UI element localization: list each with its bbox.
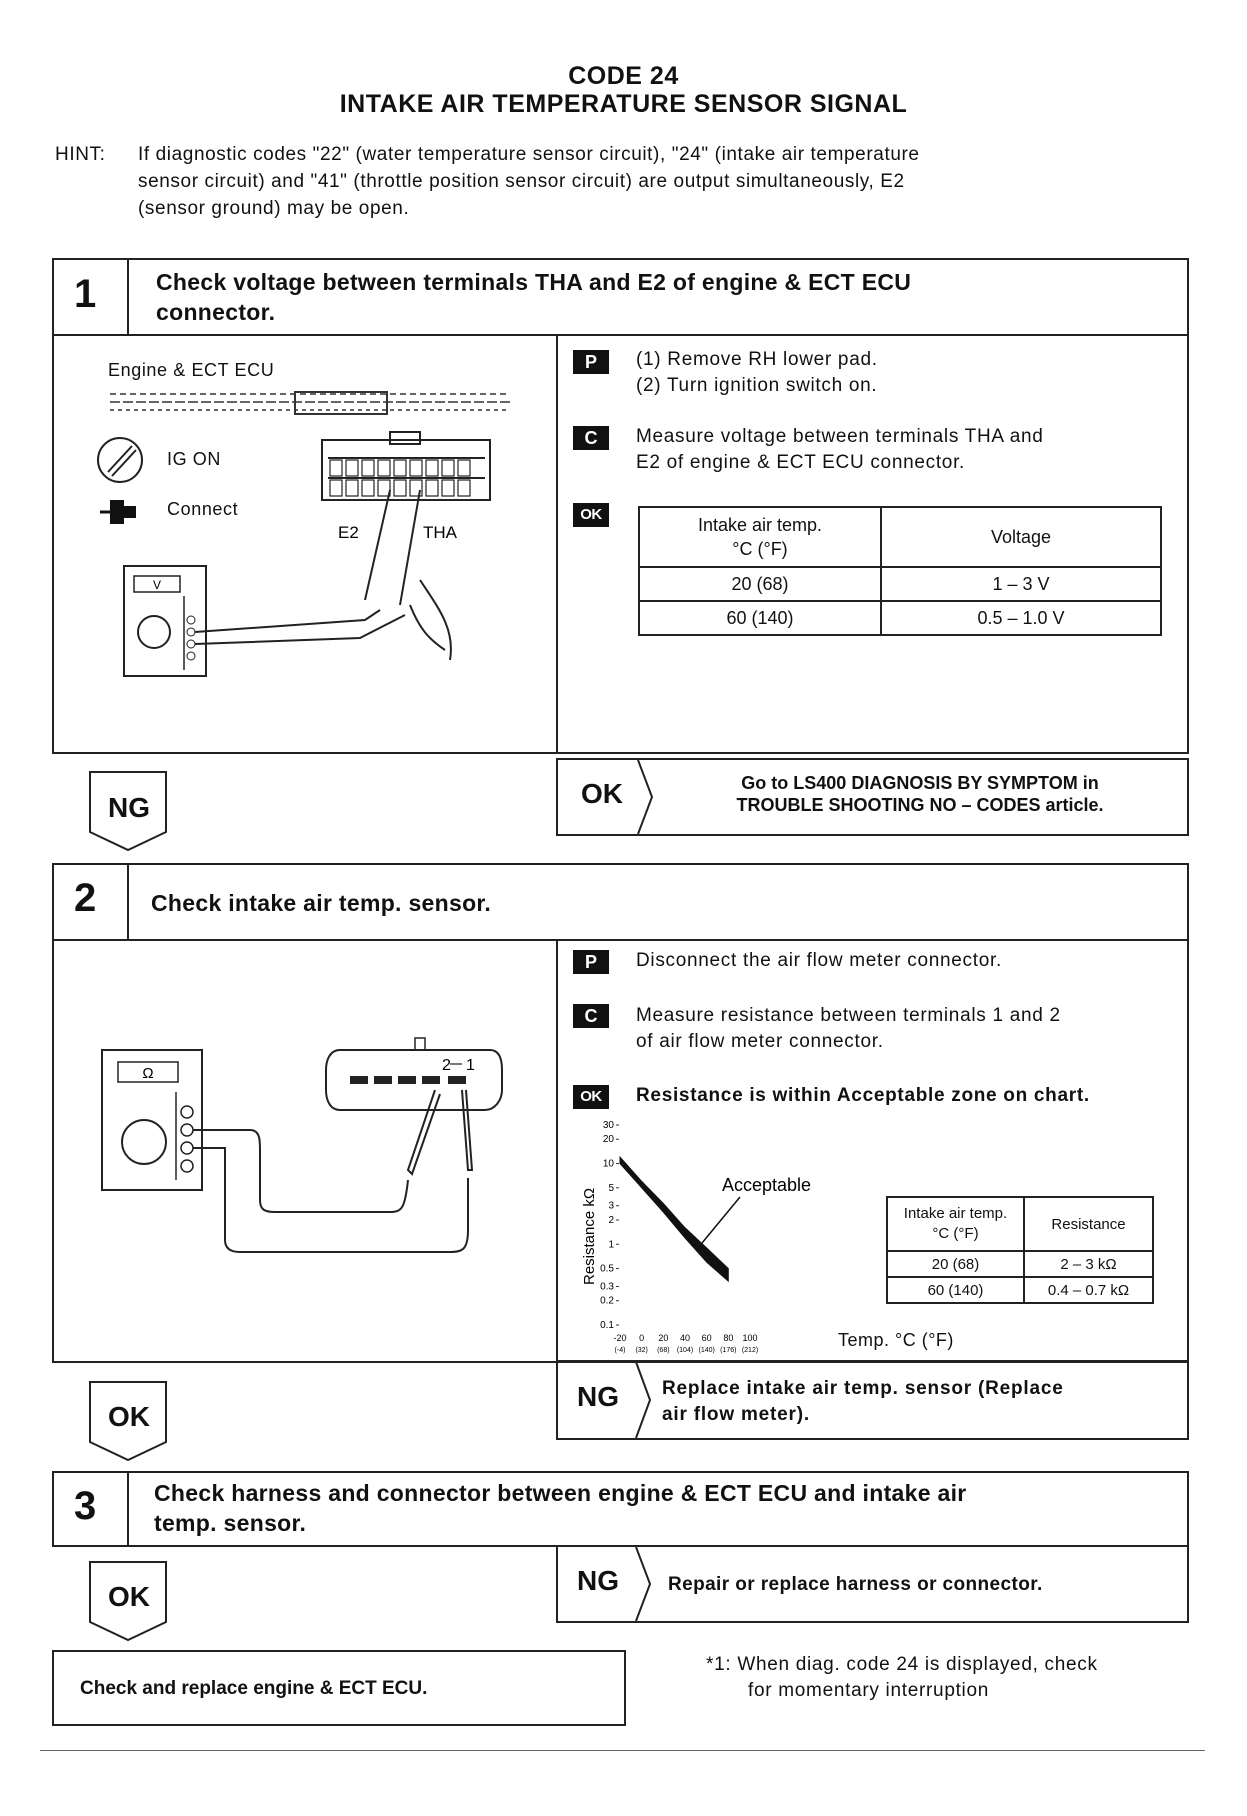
y-tick-label: 2: [608, 1214, 614, 1226]
x-tick-label: 20: [658, 1333, 669, 1343]
prep-icon: P: [573, 950, 609, 974]
y-tick-label: 10: [602, 1158, 614, 1170]
tha-label: THA: [423, 523, 457, 542]
header-line: °C (°F): [732, 539, 788, 559]
header-line: Intake air temp.: [903, 1205, 1008, 1222]
x-tick-label: 40: [679, 1333, 691, 1343]
step1-number: 1: [74, 272, 97, 316]
x-tick-label-f: (32): [635, 1347, 648, 1354]
x-tick-label-f: (212): [741, 1347, 759, 1354]
x-tick-label: -20: [613, 1333, 627, 1343]
hint-text: [138, 141, 1138, 222]
pin2-label: 2: [442, 1057, 451, 1074]
chart-annotation: Acceptable: [722, 1175, 812, 1195]
x-tick-label: 60: [701, 1333, 712, 1343]
next-tag-ok: OK: [108, 1581, 150, 1612]
ok-icon: OK: [573, 1085, 609, 1109]
prep-line: (1) Remove RH lower pad.: [636, 349, 878, 370]
result-line: air flow meter).: [662, 1404, 810, 1425]
result-tag-ng: NG: [577, 1381, 619, 1412]
y-tick-label: 0.5: [600, 1263, 614, 1275]
y-tick-label: 30: [602, 1120, 614, 1131]
connector-icon: [110, 500, 124, 524]
y-tick-label: 5: [608, 1182, 614, 1194]
next-tag-ng: NG: [108, 792, 150, 823]
table-cell: 2 – 3 kΩ: [1024, 1251, 1153, 1277]
e2-label: E2: [338, 523, 359, 542]
result-tag-ok: OK: [581, 778, 623, 809]
y-tick-label: 0.1: [600, 1320, 614, 1331]
step1-check: [636, 424, 1176, 476]
page-title: INTAKE AIR TEMPERATURE SENSOR SIGNAL: [339, 90, 908, 118]
table-header: Voltage: [881, 507, 1161, 567]
x-tick-label: 100: [742, 1333, 758, 1343]
step3-number: 3: [74, 1484, 97, 1528]
step2-result: [662, 1376, 1182, 1428]
x-tick-label-f: (104): [676, 1347, 694, 1354]
table-cell: 0.5 – 1.0 V: [881, 601, 1161, 635]
acceptable-zone: [620, 1157, 728, 1281]
footnote: [706, 1652, 1098, 1704]
heading-line: connector.: [156, 299, 276, 325]
check-line: Measure voltage between terminals THA and: [636, 426, 1044, 447]
y-tick-label: 1: [608, 1239, 614, 1251]
hint-line: If diagnostic codes "22" (water temperature sensor circuit), "24" (intake air temperature: [138, 144, 920, 165]
heading-line: Check voltage between terminals THA and E2 of engine & ECT ECU: [156, 269, 912, 295]
y-tick-label: 0.2: [600, 1295, 614, 1307]
step1-result: [660, 772, 1180, 816]
x-tick-label-f: (68): [657, 1347, 670, 1354]
table-header: Resistance: [1024, 1197, 1153, 1251]
heading-line: temp. sensor.: [154, 1510, 307, 1536]
check-icon: C: [573, 426, 609, 450]
step3-result: Repair or replace harness or connector.: [668, 1574, 1043, 1595]
hint-line: (sensor ground) may be open.: [138, 198, 410, 219]
step2-heading: Check intake air temp. sensor.: [151, 890, 492, 916]
connect-label: Connect: [167, 499, 239, 519]
x-tick-label: 0: [639, 1333, 645, 1343]
divider: [127, 1471, 129, 1547]
table-header: [887, 1197, 1024, 1251]
page-title-code: CODE 24: [568, 62, 679, 90]
header-line: Intake air temp.: [697, 515, 823, 535]
ohm-label: Ω: [142, 1065, 154, 1082]
x-tick-label-f: (140): [698, 1347, 715, 1354]
table-cell: 20 (68): [639, 567, 881, 601]
divider: [127, 258, 129, 336]
result-line: TROUBLE SHOOTING NO – CODES article.: [736, 795, 1104, 815]
check-line: Measure resistance between terminals 1 and 2: [636, 1005, 1061, 1026]
divider: [556, 334, 558, 754]
step2-number: 2: [74, 876, 97, 920]
pin1-label: 1: [466, 1057, 475, 1074]
table-cell: 20 (68): [887, 1251, 1024, 1277]
y-tick-label: 20: [602, 1134, 614, 1146]
step1-prep: [636, 347, 878, 399]
footnote-line: *1: When diag. code 24 is displayed, check: [706, 1654, 1098, 1675]
footnote-line: for momentary interruption: [748, 1680, 990, 1701]
check-line: of air flow meter connector.: [636, 1031, 884, 1052]
table-cell: 60 (140): [639, 601, 881, 635]
heading-line: Check harness and connector between engine & ECT ECU and intake air: [154, 1480, 967, 1506]
annotation-leader: [702, 1197, 740, 1243]
step2-check: [636, 1003, 1176, 1055]
check-icon: C: [573, 1004, 609, 1028]
x-tick-label-f: (-4): [614, 1347, 626, 1354]
chart-ylabel: Resistance kΩ: [581, 1187, 598, 1285]
y-tick-label: 0.3: [600, 1281, 614, 1293]
step1-heading: [156, 267, 911, 327]
ig-on-label: IG ON: [167, 449, 222, 469]
check-line: E2 of engine & ECT ECU connector.: [636, 452, 966, 473]
step2-prep: Disconnect the air flow meter connector.: [636, 950, 1002, 971]
x-tick-label: 80: [723, 1333, 734, 1343]
acceptance-criteria: Resistance is within Acceptable zone on chart.: [636, 1085, 1090, 1106]
divider: [556, 939, 558, 1363]
hint-line: sensor circuit) and "41" (throttle position sensor circuit) are output simultaneously, E2: [138, 171, 905, 192]
result-line: Replace intake air temp. sensor (Replace: [662, 1378, 1064, 1399]
prep-icon: P: [573, 350, 609, 374]
ecu-label: Engine & ECT ECU: [108, 360, 275, 380]
voltage-spec-table: [638, 506, 1162, 636]
divider: [127, 863, 129, 941]
header-line: °C (°F): [932, 1225, 979, 1242]
table-cell: 1 – 3 V: [881, 567, 1161, 601]
y-tick-label: 3: [608, 1200, 614, 1212]
final-action: Check and replace engine & ECT ECU.: [80, 1678, 428, 1699]
next-tag-ok: OK: [108, 1401, 150, 1432]
result-tag-ng: NG: [577, 1565, 619, 1596]
ecu-voltage-diagram: [60, 380, 550, 710]
page-bottom-rule: [40, 1750, 1205, 1751]
table-header: [639, 507, 881, 567]
table-cell: 60 (140): [887, 1277, 1024, 1303]
chart-xlabel: Temp. °C (°F): [838, 1330, 954, 1350]
step3-heading: [154, 1478, 967, 1538]
result-line: Go to LS400 DIAGNOSIS BY SYMPTOM in: [741, 773, 1099, 793]
x-tick-label-f: (176): [720, 1347, 737, 1354]
table-cell: 0.4 – 0.7 kΩ: [1024, 1277, 1153, 1303]
resistance-chart: [580, 1115, 850, 1355]
air-flow-meter-diagram: [90, 1020, 530, 1270]
resistance-spec-table: [886, 1196, 1154, 1304]
meter-label: V: [152, 578, 162, 592]
ok-icon: OK: [573, 503, 609, 527]
prep-line: (2) Turn ignition switch on.: [636, 375, 878, 396]
hint-label: HINT:: [55, 144, 106, 165]
